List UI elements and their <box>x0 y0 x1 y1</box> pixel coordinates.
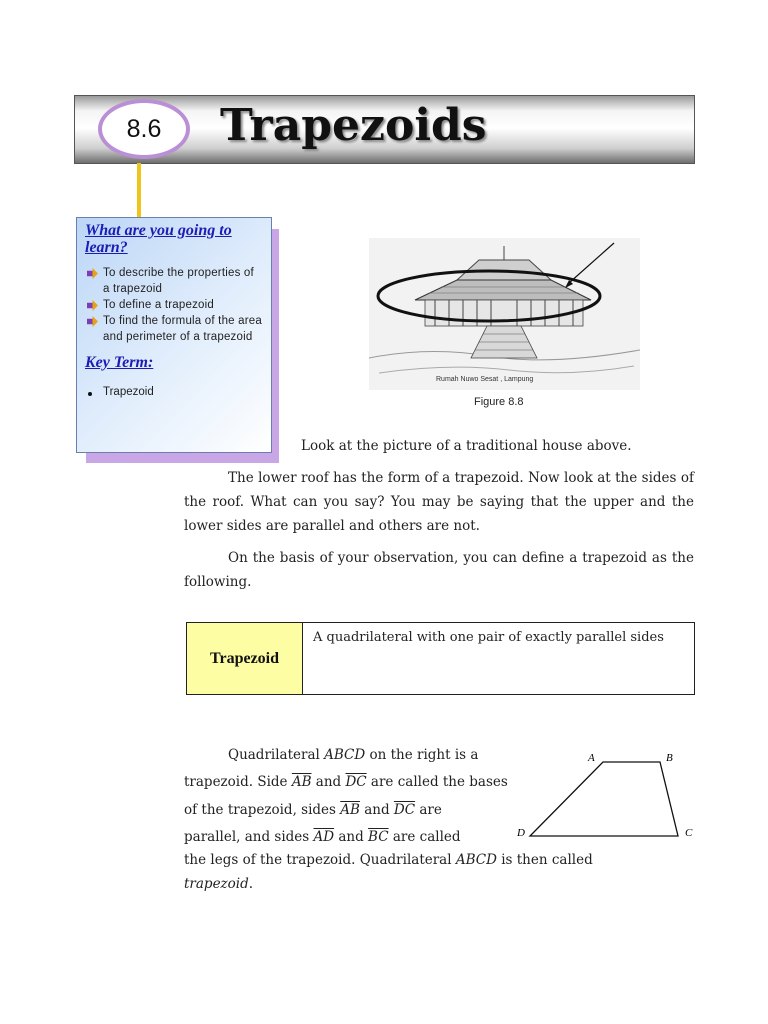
arrow-bullet-icon <box>87 268 98 279</box>
objective-item <box>85 297 263 313</box>
intro-paragraph: Look at the picture of a traditional house above. <box>301 438 632 454</box>
text-fragment: and <box>311 774 346 790</box>
page-title: Trapezoids <box>220 100 487 151</box>
segment-ab: $\overline{AB}$ <box>340 802 360 818</box>
arrow-bullet-icon <box>87 316 98 327</box>
key-term-heading: Key Term: <box>85 354 154 371</box>
trapezoid-text-line <box>184 876 253 892</box>
objective-text: To find the formula of the area and perimeter of a trapezoid <box>103 315 262 343</box>
definition-text: A quadrilateral with one pair of exactly parallel sides <box>313 630 664 645</box>
text-fragment: the legs of the trapezoid. Quadrilateral <box>184 852 456 868</box>
text-fragment: trapezoid <box>184 876 249 892</box>
trapezoid-shape <box>530 762 678 836</box>
text-fragment: trapezoid. Side <box>184 774 292 790</box>
segment-ad: $\overline{AD}$ <box>313 829 335 845</box>
abcd-label: ABCD <box>324 747 366 763</box>
objective-item <box>85 313 263 345</box>
segment-dc: $\overline{DC}$ <box>393 802 416 818</box>
vertex-label-b: B <box>666 752 673 764</box>
bullet-dot-icon <box>88 392 92 396</box>
arrow-bullet-icon <box>87 300 98 311</box>
text-fragment: and <box>359 802 394 818</box>
photo-caption: Rumah Nuwo Sesat , Lampung <box>436 376 534 383</box>
trapezoid-text-line <box>184 774 508 790</box>
text-fragment: Quadrilateral <box>228 747 325 763</box>
definition-table <box>186 622 695 695</box>
objective-text: To define a trapezoid <box>103 299 214 311</box>
objectives-list <box>85 265 263 345</box>
segment-dc: $\overline{DC}$ <box>345 774 367 790</box>
learning-objectives-box <box>76 217 272 453</box>
text-fragment: is then called <box>496 852 593 868</box>
vertex-label-a: A <box>588 752 595 764</box>
definition-term: Trapezoid <box>187 623 303 694</box>
key-terms-list <box>85 386 263 398</box>
trapezoid-text-line <box>184 829 461 845</box>
learn-heading: What are you going to learn? <box>85 222 232 256</box>
trapezoid-text-line <box>184 852 593 868</box>
trapezoid-abcd-diagram <box>510 748 700 848</box>
paragraph-observation: On the basis of your observation, you can define a trapezoid as the following. <box>184 550 694 590</box>
text-fragment: are called the bases <box>366 774 508 790</box>
connector-line <box>137 163 141 221</box>
text-fragment: parallel, and sides <box>184 829 314 845</box>
traditional-house-figure <box>369 238 640 390</box>
text-fragment: and <box>334 829 369 845</box>
text-fragment: . <box>248 876 254 892</box>
vertex-label-c: C <box>685 827 693 839</box>
key-term-item <box>85 386 263 398</box>
paragraph-roof: The lower roof has the form of a trapezoid. Now look at the sides of the roof. What can you say? You may be saying that the upper and the lower sides are parallel and others are not. <box>184 470 694 534</box>
text-fragment: of the trapezoid, sides <box>184 802 341 818</box>
abcd-label: ABCD <box>455 852 497 868</box>
trapezoid-text-line <box>184 802 442 818</box>
trapezoid-text-line <box>228 747 478 763</box>
text-fragment: are <box>415 802 442 818</box>
section-number: 8.6 <box>126 114 162 143</box>
section-number-badge <box>98 99 190 159</box>
key-term-text: Trapezoid <box>103 386 154 398</box>
segment-ab: $\overline{AB}$ <box>291 774 312 790</box>
vertex-label-d: D <box>517 827 525 839</box>
figure-label: Figure 8.8 <box>474 396 524 408</box>
objective-text: To describe the properties of a trapezoid <box>103 267 254 295</box>
text-fragment: are called <box>388 829 461 845</box>
objective-item <box>85 265 263 297</box>
text-fragment: on the right is a <box>365 747 479 763</box>
segment-bc: $\overline{BC}$ <box>368 829 389 845</box>
